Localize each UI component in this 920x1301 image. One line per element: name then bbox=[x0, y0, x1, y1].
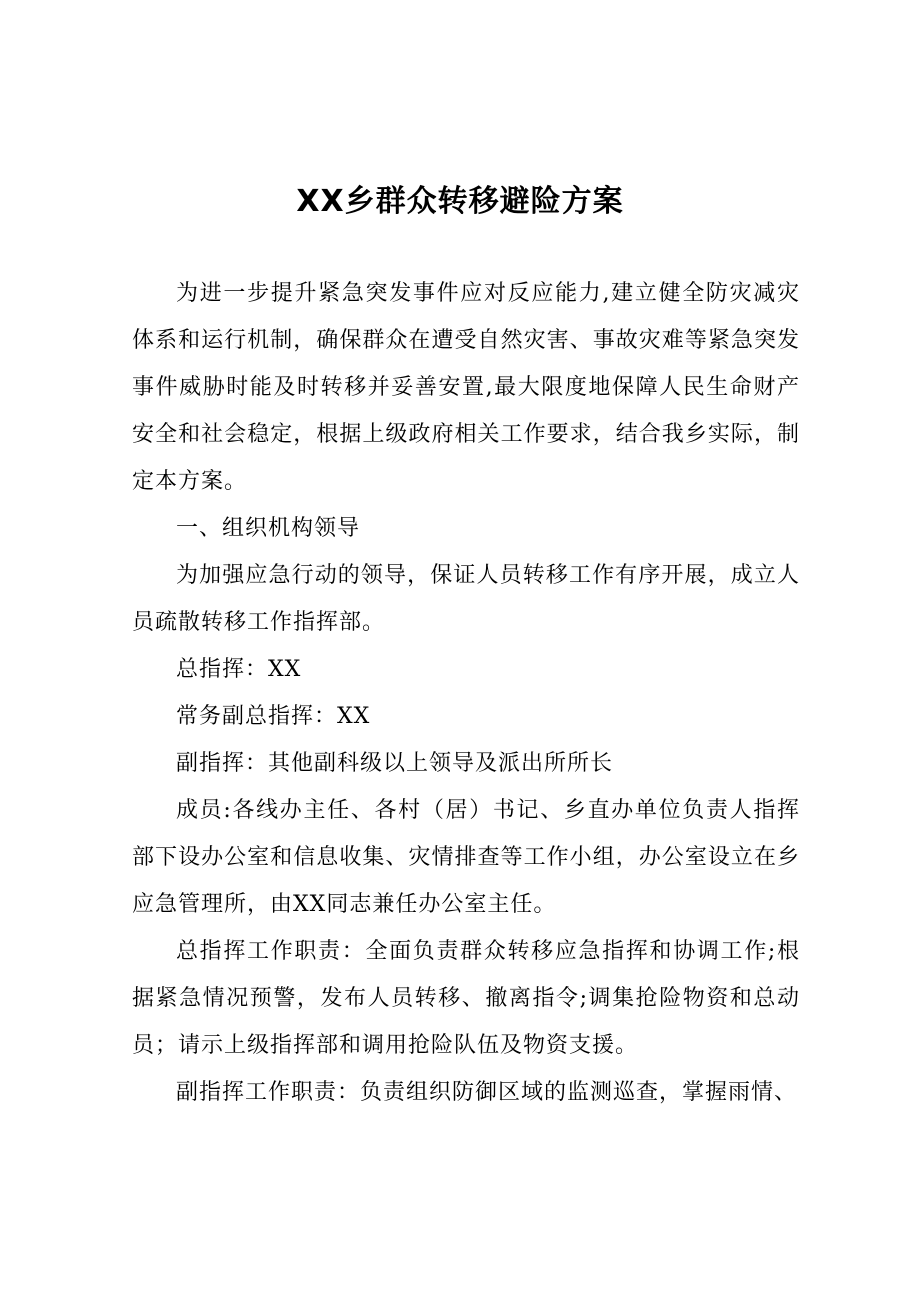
paragraph-deputy-commander: 副指挥：其他副科级以上领导及派出所所长 bbox=[176, 751, 614, 776]
paragraph-chief-duties: 总指挥工作职责：全面负责群众转移应急指挥和协调工作;根据紧急情况预警，发布人员转移、撤离指令;调集抢险物资和总动员；请示上级指挥部和调用抢险队伍及物资支援。 bbox=[132, 939, 800, 1058]
paragraph-members: 成员:各线办主任、各村（居）书记、乡直办单位负责人指挥部下设办公室和信息收集、灾情排查等工作小组，办公室设立在乡应急管理所，由XX同志兼任办公室主任。 bbox=[132, 798, 800, 917]
document-title: XX乡群众转移避险方案 bbox=[296, 184, 624, 219]
paragraph-deputy-duties: 副指挥工作职责：负责组织防御区域的监测巡查，掌握雨情、 bbox=[176, 1080, 798, 1105]
section-heading-organization: 一、组织机构领导 bbox=[176, 516, 361, 541]
paragraph-chief-commander: 总指挥：XX bbox=[176, 657, 302, 682]
paragraph-executive-deputy: 常务副总指挥：XX bbox=[176, 704, 371, 729]
paragraph-intro: 为进一步提升紧急突发事件应对反应能力,建立健全防灾减灾体系和运行机制，确保群众在遭受自然灾害、事故灾难等紧急突发事件威胁时能及时转移并妥善安置,最大限度地保障人民生命财产安全和社会稳定，根据上级政府相关工作要求，结合我乡实际，制定本方案。 bbox=[132, 281, 800, 494]
document-body bbox=[132, 270, 800, 1116]
paragraph-command-setup: 为加强应急行动的领导，保证人员转移工作有序开展，成立人员疏散转移工作指挥部。 bbox=[132, 563, 800, 635]
